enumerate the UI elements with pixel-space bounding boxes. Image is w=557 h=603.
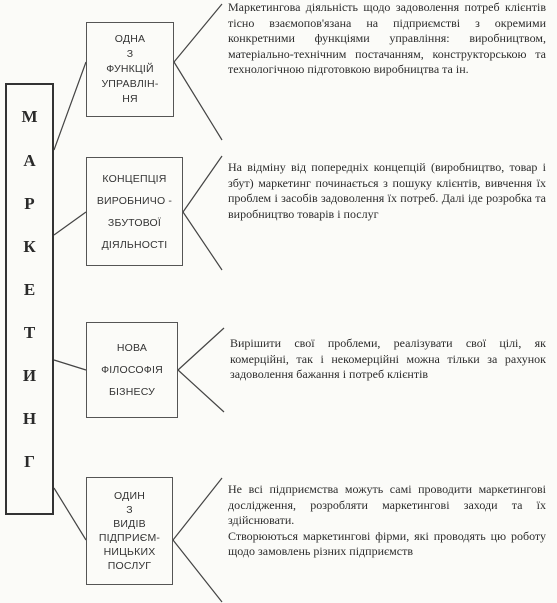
description-text: Не всі підприємства можуть самі проводити маркетингові дослідження, розробляти маркетингові заходи та їх здійснювати. (228, 482, 546, 527)
description-management-function (228, 0, 546, 142)
description-business-philosophy (230, 336, 546, 416)
description-text: На відміну від попередніх концепцій (виробництво, товар і збут) маркетинг починається з пошуку клієнтів, вивчення їх проблем і засобів задоволення їх потреб. Далі іде розробка та виробництво товарів і послуг (228, 160, 546, 221)
side-letter: Г (24, 452, 35, 471)
bracket-3-bottom (178, 370, 224, 412)
side-letter: И (22, 366, 37, 385)
concept-label: ОДНА З ФУНКЦІЙ УПРАВЛІН- НЯ (101, 33, 159, 105)
concept-label: КОНЦЕПЦІЯ ВИРОБНИЧО - ЗБУТОВОЇ ДІЯЛЬНОСТІ (96, 172, 173, 251)
side-letter: Т (23, 323, 36, 342)
side-letter: Р (24, 194, 35, 213)
concept-box-business-philosophy (86, 322, 178, 418)
description-production-sales (228, 160, 546, 270)
bracket-2-bottom (183, 212, 222, 270)
side-letter: К (23, 237, 36, 256)
bracket-4-bottom (173, 540, 222, 602)
description-text: Маркетингова діяльність щодо задоволення потреб клієнтів тісно взаємопов'язана на підприємстві з окремими конкретними функціями управління: виробництвом, матеріально-технічним постачанням, конструкторською та технологічною підготовкою виробництва та ін. (228, 0, 546, 76)
concept-label: ОДИН З ВИДІВ ПІДПРИЄМ- НИЦЬКИХ ПОСЛУГ (98, 490, 161, 572)
connector-3 (54, 360, 86, 370)
side-letter: А (23, 151, 36, 170)
concept-box-production-sales (86, 157, 183, 266)
bracket-3-top (178, 328, 224, 370)
description-text: Вирішити свої проблеми, реалізувати свої цілі, як комерційні, так і некомерційні можна тільки за рахунок задоволення бажання і потреб клієнтів (230, 336, 546, 381)
concept-label: НОВА ФІЛОСОФІЯ БІЗНЕСУ (101, 342, 163, 398)
bracket-2-top (183, 156, 222, 212)
connector-2 (54, 212, 86, 235)
description-text-extra: Створюються маркетингові фірми, які проводять цю роботу щодо замовлень різних підприємств (228, 528, 546, 558)
marketing-vertical-box (5, 83, 54, 515)
concept-box-management-function (86, 22, 174, 117)
side-letter: М (21, 107, 38, 126)
concept-box-business-service (86, 477, 173, 585)
description-business-service (228, 482, 546, 602)
connector-1 (54, 62, 86, 150)
connector-4 (54, 488, 86, 540)
side-letter: Е (23, 280, 36, 299)
bracket-1-top (174, 4, 222, 62)
bracket-4-top (173, 478, 222, 540)
bracket-1-bottom (174, 62, 222, 140)
side-letter: Н (22, 409, 37, 428)
